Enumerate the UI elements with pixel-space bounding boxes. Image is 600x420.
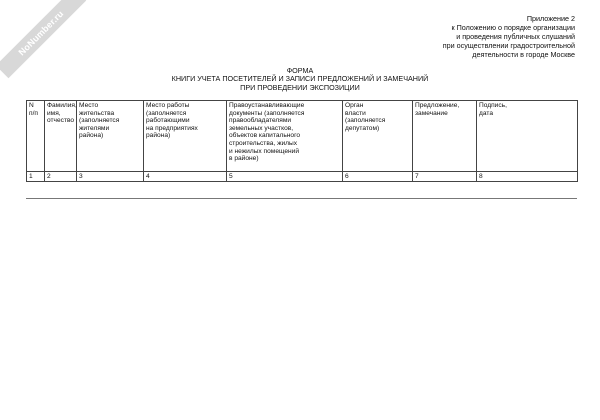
- header-proposal-cell: [413, 101, 477, 172]
- header-authority-cell: [343, 101, 413, 172]
- header-name-cell: [45, 101, 77, 172]
- header-residence-cell: [77, 101, 144, 172]
- form-title-line: КНИГИ УЧЕТА ПОСЕТИТЕЛЕЙ И ЗАПИСИ ПРЕДЛОЖЕНИЙ И ЗАМЕЧАНИЙ: [171, 74, 429, 84]
- header-signature-cell: [477, 101, 578, 172]
- table-number-row: [27, 172, 578, 182]
- column-number-cell: 1: [27, 172, 45, 182]
- column-number-cell: 7: [413, 172, 477, 182]
- form-title: [0, 67, 600, 92]
- column-number-cell: 4: [144, 172, 227, 182]
- form-title-line: ПРИ ПРОВЕДЕНИИ ЭКСПОЗИЦИИ: [240, 82, 360, 92]
- column-number-cell: 8: [477, 172, 578, 182]
- column-number-cell: 3: [77, 172, 144, 182]
- watermark: NoNumber.ru: [0, 0, 86, 78]
- appendix-line: к Положению о порядке организации: [451, 23, 575, 32]
- horizontal-rule: [26, 198, 577, 199]
- header-cell-text: Подпись, дата: [479, 102, 507, 117]
- header-workplace-cell: [144, 101, 227, 172]
- header-cell-text: Орган власти (заполняется депутатом): [345, 102, 386, 132]
- appendix-line: деятельности в городе Москве: [472, 50, 575, 59]
- table-header-row: [27, 101, 578, 172]
- form-title-line: ФОРМА: [286, 66, 314, 75]
- appendix-line: Приложение 2: [526, 14, 575, 23]
- header-cell-text: Правоустанавливающие документы (заполняется правообладателями земельных участков, объектов капитального строительства, жилых и нежилых помещений в районе): [229, 102, 305, 163]
- column-number-cell: 2: [45, 172, 77, 182]
- header-cell-text: Фамилия, имя, отчество: [47, 102, 77, 125]
- column-number-cell: 6: [343, 172, 413, 182]
- header-cell-text: Место жительства (заполняется жителями района): [79, 102, 120, 140]
- header-cell-text: N п/п: [29, 102, 38, 117]
- appendix-line: при осуществлении градостроительной: [442, 41, 575, 50]
- header-number-cell: [27, 101, 45, 172]
- header-cell-text: Предложение, замечание: [415, 102, 460, 117]
- header-cell-text: Место работы (заполняется работающими на предприятиях района): [146, 102, 198, 140]
- column-number-cell: 5: [227, 172, 343, 182]
- register-table: [26, 100, 578, 182]
- header-documents-cell: [227, 101, 343, 172]
- appendix-line: и проведения публичных слушаний: [456, 32, 575, 41]
- appendix-note: [375, 14, 575, 59]
